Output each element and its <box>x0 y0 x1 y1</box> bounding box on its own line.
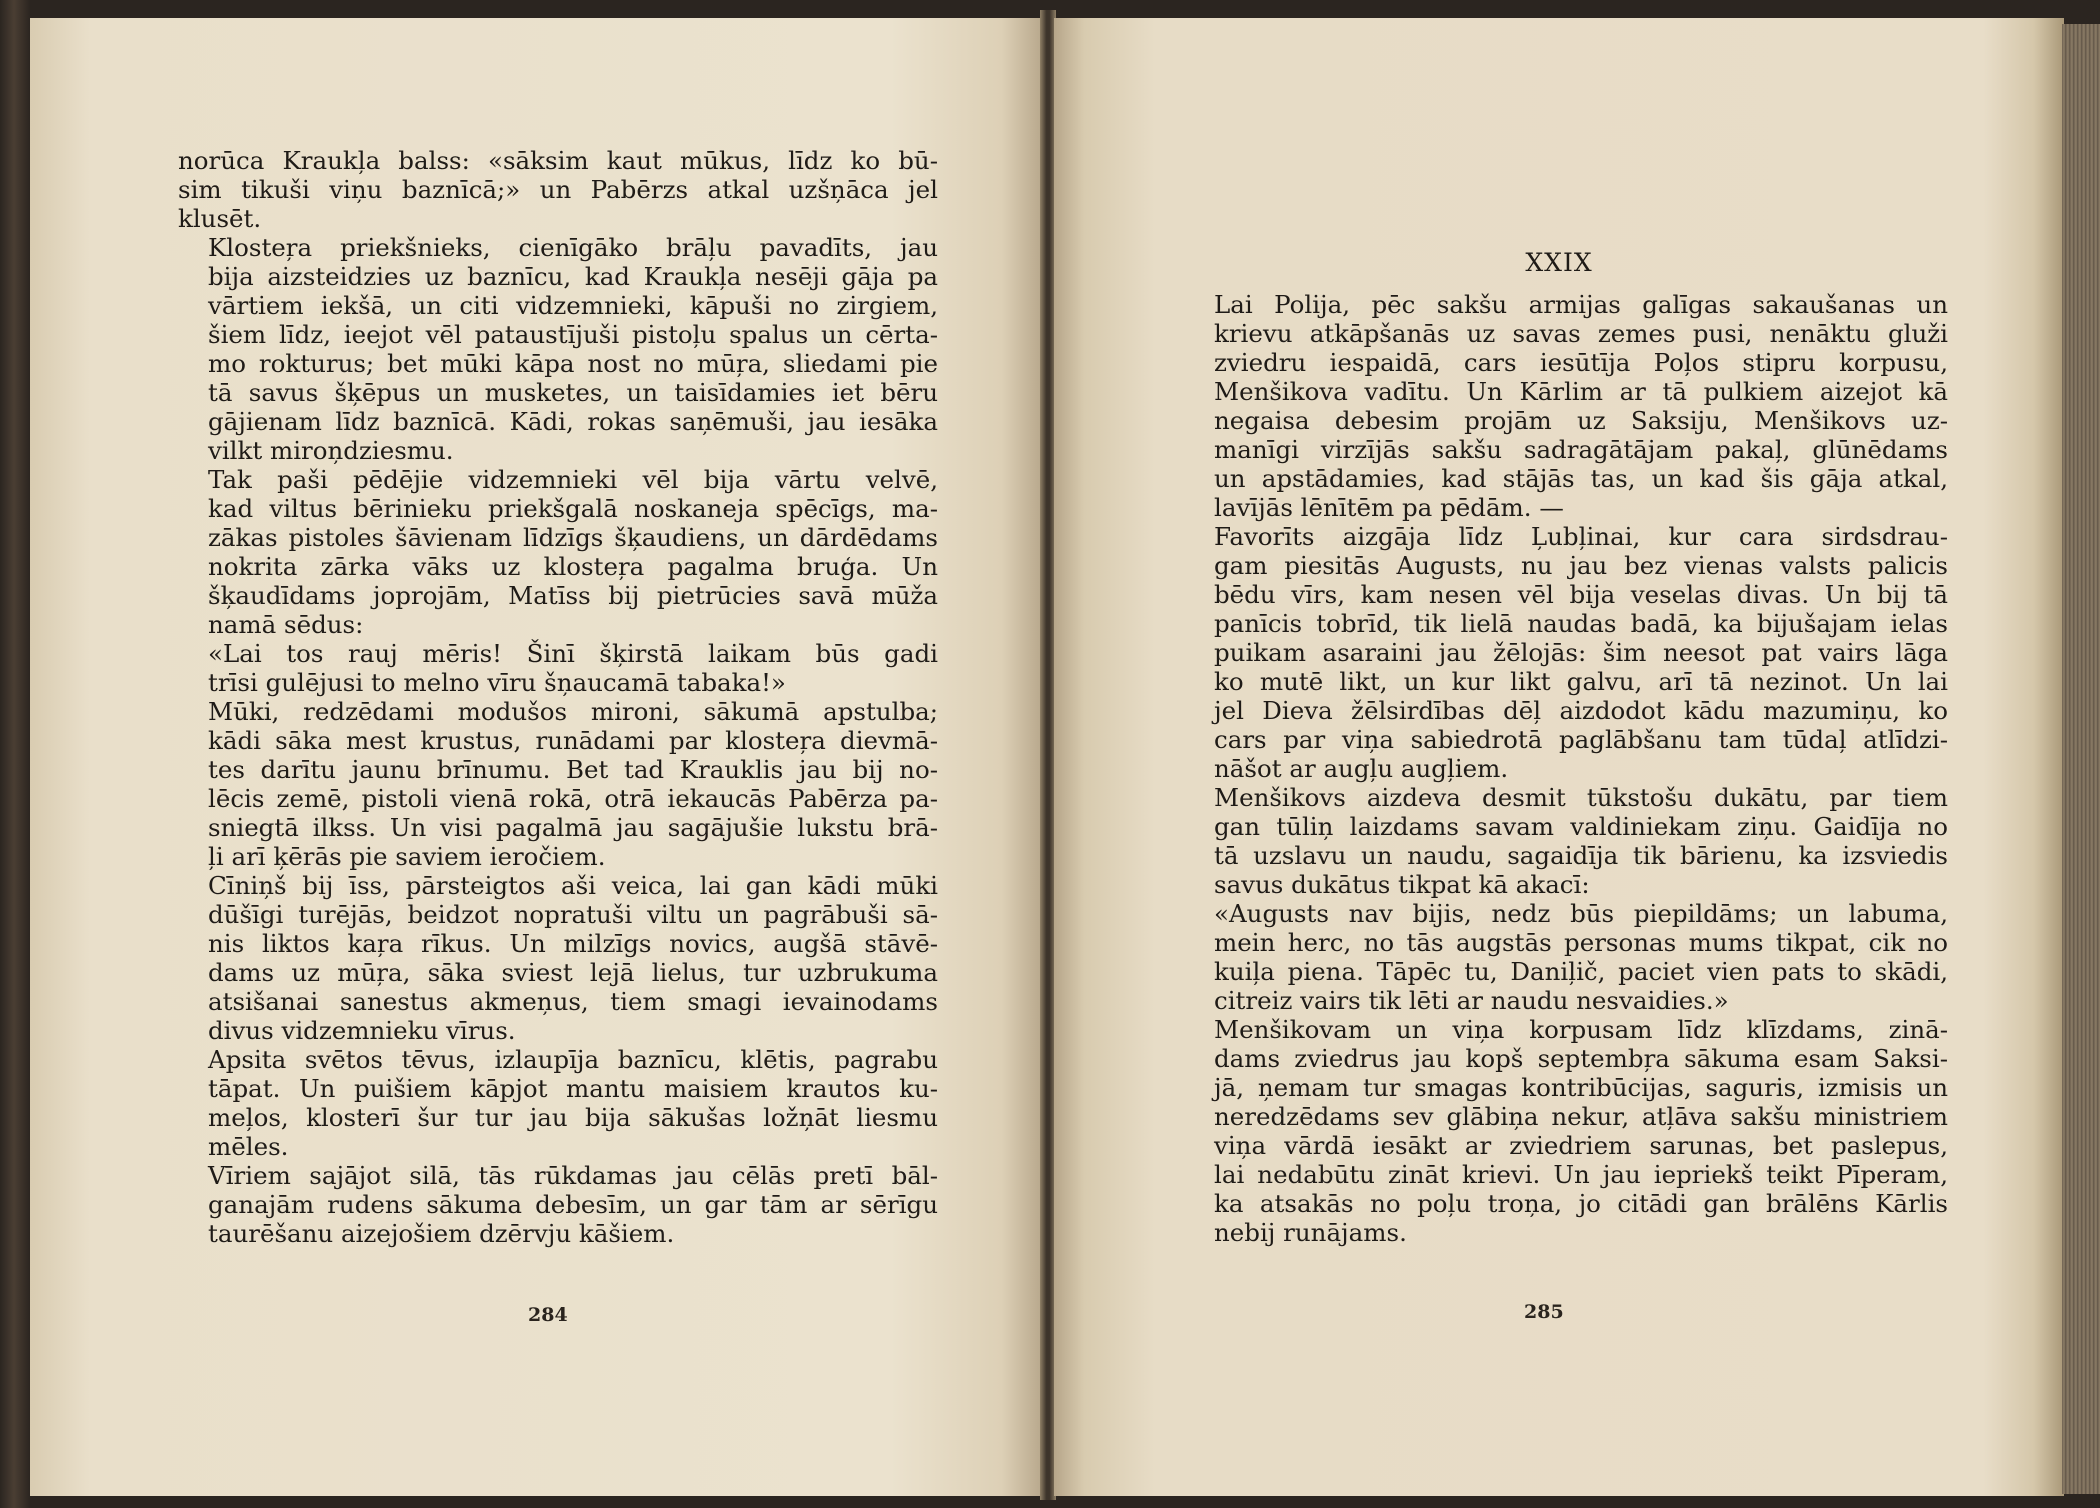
text-line: Apsita svētos tēvus, izlaupīja baznīcu, klētis, pagrabu <box>208 1045 938 1074</box>
text-line: lēcis zemē, pistoli vienā rokā, otrā iekaucās Pabērza pa- <box>208 784 938 813</box>
paragraph <box>1184 1015 1948 1247</box>
text-line: tes darītu jaunu brīnumu. Bet tad Krauklis jau bij no- <box>208 755 938 784</box>
text-line: Menšikovam un viņa korpusam līdz klīzdams, zinā- <box>1214 1015 1948 1044</box>
text-line: zākas pistoles šāvienam līdzīgs šķaudiens, un dārdēdams <box>208 523 938 552</box>
text-line: Menšikova vadītu. Un Kārlim ar tā pulkiem aizejot kā <box>1214 377 1948 406</box>
page-number-right: 285 <box>1524 1301 1564 1323</box>
text-line: ļi arī ķērās pie saviem ieročiem. <box>208 842 606 871</box>
text-line: «Lai tos rauj mēris! Šinī šķirstā laikam būs gadi <box>208 639 938 668</box>
text-line: sim tikuši viņu baznīcā;» un Pabērzs atkal uzšņāca jel <box>178 175 938 204</box>
text-line: bija aizsteidzies uz baznīcu, kad Kraukļa nesēji gāja pa <box>208 262 938 291</box>
paragraph <box>178 639 938 697</box>
text-line: gājienam līdz baznīcā. Kādi, rokas saņēmuši, jau iesāka <box>208 407 938 436</box>
text-line: mēles. <box>208 1132 289 1161</box>
text-line: viņa vārdā iesākt ar zviedriem sarunas, bet paslepus, <box>1214 1131 1948 1160</box>
paragraph <box>178 1045 938 1161</box>
text-line: Lai Polija, pēc sakšu armijas galīgas sakaušanas un <box>1214 290 1948 319</box>
paragraph <box>178 465 938 639</box>
text-line: namā sēdus: <box>208 610 364 639</box>
text-line: Cīniņš bij īss, pārsteigtos aši veica, lai gan kādi mūki <box>208 871 938 900</box>
left-page <box>30 18 1042 1496</box>
text-line: vilkt miroņdziesmu. <box>208 436 454 465</box>
text-line: cars par viņa sabiedrotā paglābšanu tam tūdaļ atlīdzi- <box>1214 725 1948 754</box>
text-line: neredzēdams sev glābiņa nekur, atļāva sakšu ministriem <box>1214 1102 1948 1131</box>
text-line: gam piesitās Augusts, nu jau bez vienas valsts palicis <box>1214 551 1948 580</box>
text-line: šiem līdz, ieejot vēl pataustījuši pistoļu spalus un cērta- <box>208 320 938 349</box>
text-line: negaisa debesim projām uz Saksiju, Menšikovs uz- <box>1214 406 1948 435</box>
text-line: dams uz mūŗa, sāka sviest lejā lielus, tur uzbrukuma <box>208 958 938 987</box>
text-line: šķaudīdams joprojām, Matīss bij pietrūcies savā mūža <box>208 581 938 610</box>
text-line: manīgi virzījās sakšu sadragātājam pakaļ, glūnēdams <box>1214 435 1948 464</box>
text-line: jel Dieva žēlsirdības dēļ aizdodot kādu mazumiņu, ko <box>1214 696 1948 725</box>
text-line: lai nedabūtu zināt krievi. Un jau iepriekš teikt Pīperam, <box>1214 1160 1948 1189</box>
text-line: trīsi gulējusi to melno vīru šņaucamā tabaka!» <box>208 668 786 697</box>
paragraph <box>1184 899 1948 1015</box>
paragraph <box>1184 522 1948 783</box>
paragraph <box>178 1161 938 1248</box>
text-line: sniegtā ilkss. Un visi pagalmā jau sagājušie lukstu brā- <box>208 813 938 842</box>
text-line: mo rokturus; bet mūki kāpa nost no mūŗa, sliedami pie <box>208 349 938 378</box>
text-line: dūšīgi turējās, beidzot nopratuši viltu un pagrābuši sā- <box>208 900 938 929</box>
text-line: savus dukātus tikpat kā akacī: <box>1214 870 1590 899</box>
text-line: nokrita zārka vāks uz klosteŗa pagalma bruģa. Un <box>208 552 938 581</box>
text-line: ganajām rudens sākuma debesīm, un gar tām ar sērīgu <box>208 1190 938 1219</box>
text-line: nāšot ar augļu augļiem. <box>1214 754 1509 783</box>
right-page-text <box>1184 290 1948 1247</box>
text-line: tā uzslavu un naudu, sagaidīja tik bārienu, ka izsviedis <box>1214 841 1948 870</box>
text-line: atsišanai sanestus akmeņus, tiem smagi ievainodams <box>208 987 938 1016</box>
text-line: «Augusts nav bijis, nedz būs piepildāms; un labuma, <box>1214 899 1948 928</box>
text-line: ka atsakās no poļu troņa, jo citādi gan brālēns Kārlis <box>1214 1189 1948 1218</box>
text-line: klusēt. <box>178 204 262 233</box>
paragraph <box>178 697 938 871</box>
text-line: puikam asaraini jau žēlojās: šim neesot pat vairs lāga <box>1214 638 1948 667</box>
paragraph <box>178 146 938 233</box>
text-line: zviedru iespaidā, cars iesūtīja Poļos stipru korpusu, <box>1214 348 1948 377</box>
text-line: lavījās lēnītēm pa pēdām. — <box>1214 493 1564 522</box>
text-line: Vīriem sajājot silā, tās rūkdamas jau cēlās pretī bāl- <box>208 1161 938 1190</box>
text-line: tāpat. Un puišiem kāpjot mantu maisiem krautos ku- <box>208 1074 938 1103</box>
text-line: mein herc, no tās augstās personas mums tikpat, cik no <box>1214 928 1948 957</box>
text-line: divus vidzemnieku vīrus. <box>208 1016 516 1045</box>
text-line: bēdu vīrs, kam nesen vēl bija veselas divas. Un bij tā <box>1214 580 1948 609</box>
text-line: krievu atkāpšanās uz savas zemes pusi, nenāktu gluži <box>1214 319 1948 348</box>
right-page <box>1054 18 2064 1496</box>
text-line: un apstādamies, kad stājās tas, un kad šis gāja atkal, <box>1214 464 1948 493</box>
text-line: tā savus šķēpus un musketes, un taisīdamies iet bēru <box>208 378 938 407</box>
text-line: kādi sāka mest krustus, runādami par klosteŗa dievmā- <box>208 726 938 755</box>
text-line: norūca Kraukļa balss: «sāksim kaut mūkus, līdz ko bū- <box>178 146 938 175</box>
text-line: meļos, klosterī šur tur jau bija sākušas ložņāt liesmu <box>208 1103 938 1132</box>
paragraph <box>1184 783 1948 899</box>
text-line: gan tūliņ laizdams savam valdiniekam ziņu. Gaidīja no <box>1214 812 1948 841</box>
text-line: kuiļa piena. Tāpēc tu, Daniļič, paciet vien pats to skādi, <box>1214 957 1948 986</box>
page-number-left: 284 <box>528 1304 568 1326</box>
text-line: Tak paši pēdējie vidzemnieki vēl bija vārtu velvē, <box>208 465 938 494</box>
paragraph <box>178 871 938 1045</box>
text-line: ko mutē likt, un kur likt galvu, arī tā nezinot. Un lai <box>1214 667 1948 696</box>
text-line: jā, ņemam tur smagas kontribūcijas, saguris, izmisis un <box>1214 1073 1948 1102</box>
text-line: Klosteŗa priekšnieks, cienīgāko brāļu pavadīts, jau <box>208 233 938 262</box>
paragraph <box>1184 290 1948 522</box>
text-line: citreiz vairs tik lēti ar naudu nesvaidies.» <box>1214 986 1729 1015</box>
text-line: nebij runājams. <box>1214 1218 1407 1247</box>
text-line: Menšikovs aizdeva desmit tūkstošu dukātu, par tiem <box>1214 783 1948 812</box>
text-line: panīcis tobrīd, tik lielā naudas badā, ka bijušajam ielas <box>1214 609 1948 638</box>
paragraph <box>178 233 938 465</box>
left-page-text <box>178 146 938 1248</box>
chapter-heading: XXIX <box>1525 248 1593 277</box>
text-line: dams zviedrus jau kopš septembŗa sākuma esam Saksi- <box>1214 1044 1948 1073</box>
text-line: vārtiem iekšā, un citi vidzemnieki, kāpuši no zirgiem, <box>208 291 938 320</box>
text-line: Favorīts aizgāja līdz Ļubļinai, kur cara sirdsdrau- <box>1214 522 1948 551</box>
text-line: taurēšanu aizejošiem dzērvju kāšiem. <box>208 1219 675 1248</box>
text-line: Mūki, redzēdami modušos mironi, sākumā apstulba; <box>208 697 938 726</box>
text-line: kad viltus bērinieku priekšgalā noskaneja spēcīgs, ma- <box>208 494 938 523</box>
page-edges <box>2062 24 2100 1494</box>
text-line: nis liktos kaŗa rīkus. Un milzīgs novics, augšā stāvē- <box>208 929 938 958</box>
